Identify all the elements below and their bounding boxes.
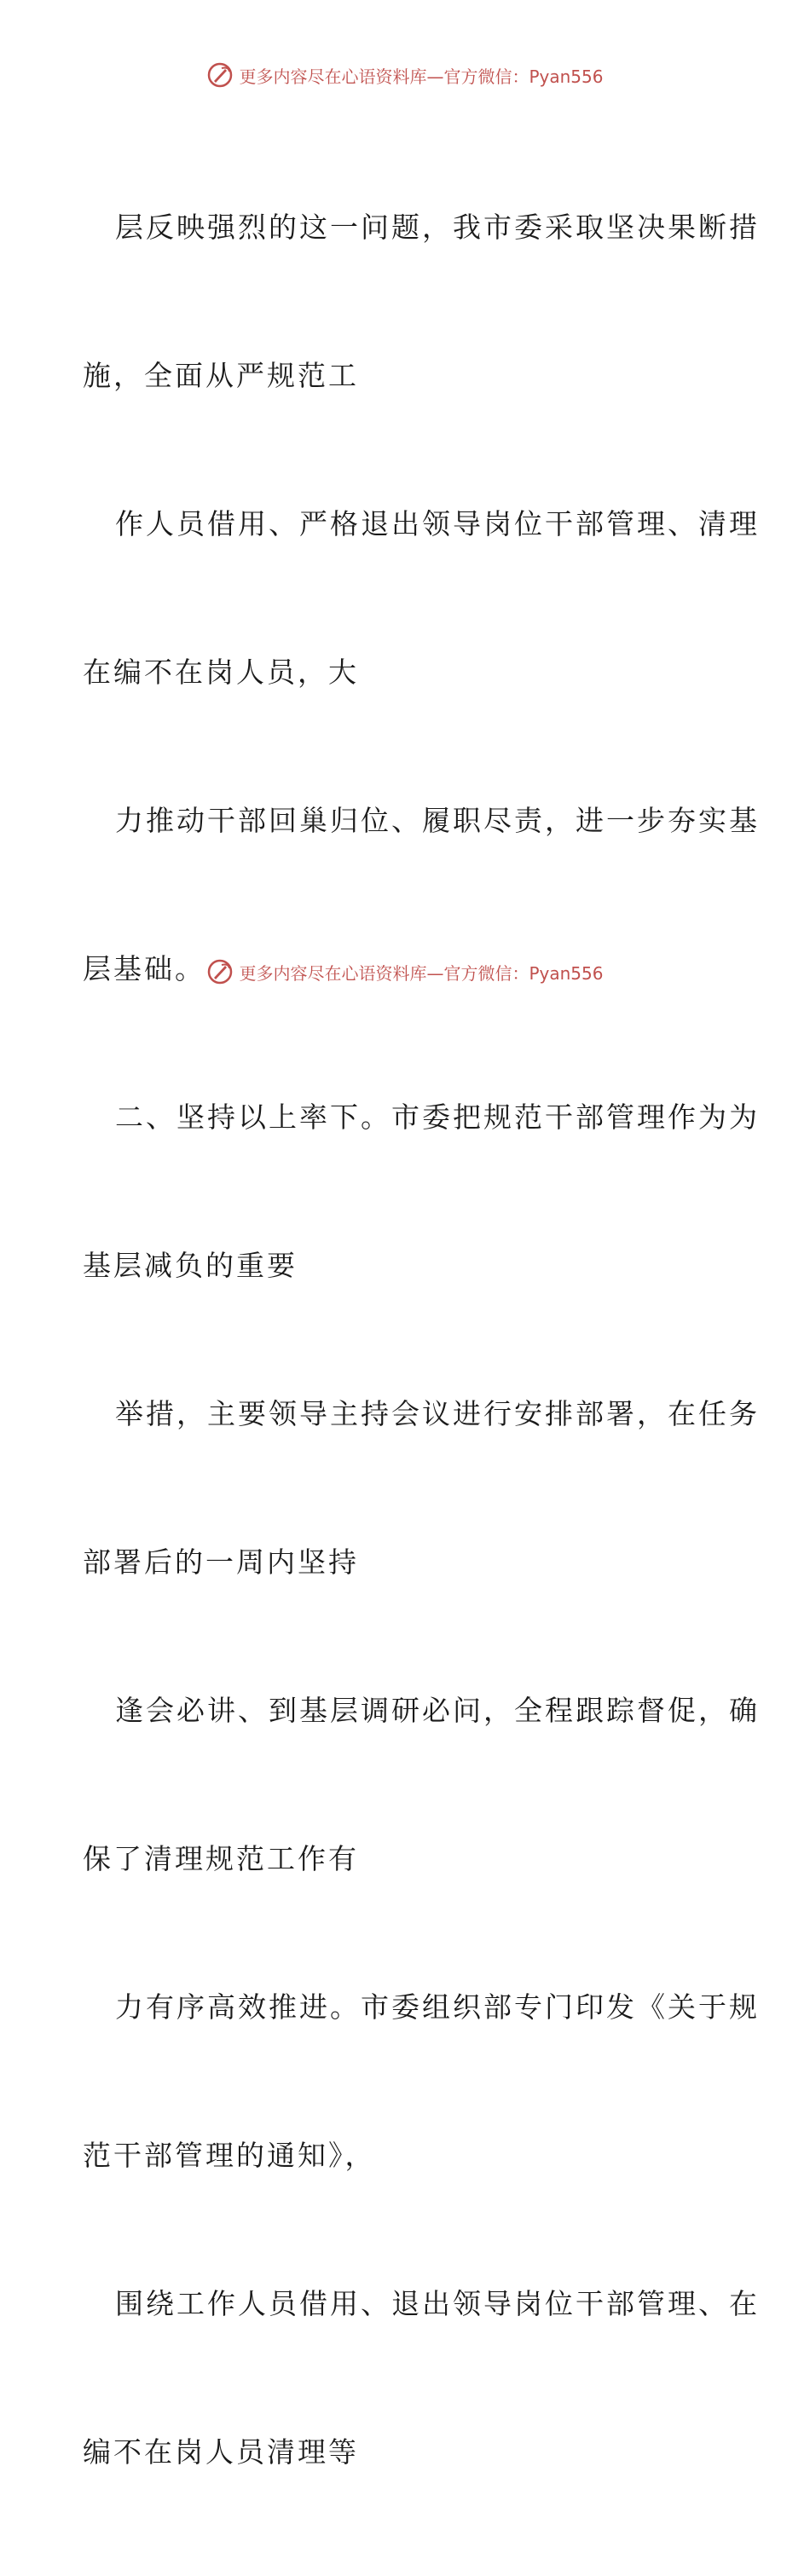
watermark-text: 更多内容尽在心语资料库—官方微信：Pyan556	[239, 66, 604, 87]
watermark-text: 更多内容尽在心语资料库—官方微信：Pyan556	[239, 962, 604, 984]
text-line: 围绕工作人员借用、退出领导岗位干部管理、在	[115, 2287, 760, 2320]
document-body	[83, 104, 760, 2576]
text-line: 基层减负的重要	[83, 1249, 298, 1282]
header-watermark	[0, 61, 810, 89]
text-line: 举措，主要领导主持会议进行安排部署，在任务	[115, 1397, 760, 1430]
text-line: 逢会必讲、到基层调研必问，全程跟踪督促，确	[115, 1694, 760, 1727]
quill-logo-icon	[206, 61, 234, 89]
text-line: 作人员借用、严格退出领导岗位干部管理、清理	[115, 507, 760, 540]
text-line: 力推动干部回巢归位、履职尽责，进一步夯实基	[115, 804, 760, 837]
quill-logo-icon	[206, 958, 234, 985]
paragraph	[83, 104, 760, 2576]
text-line: 在编不在岗人员，大	[83, 656, 359, 689]
text-line: 层基础。	[83, 952, 205, 985]
text-line: 层反映强烈的这一问题，我市委采取坚决果断措	[115, 211, 760, 244]
text-line: 范干部管理的通知》，	[83, 2139, 376, 2172]
text-line: 力有序高效推进。市委组织部专门印发《关于规	[115, 1990, 760, 2024]
text-line: 保了清理规范工作有	[83, 1842, 359, 1875]
text-line: 编不在岗人员清理等	[83, 2435, 359, 2469]
text-line: 施，全面从严规范工	[83, 359, 359, 392]
text-line: 二、坚持以上率下。市委把规范干部管理作为为	[115, 1100, 760, 1134]
footer-watermark	[0, 958, 810, 985]
text-line: 部署后的一周内坚持	[83, 1545, 359, 1579]
